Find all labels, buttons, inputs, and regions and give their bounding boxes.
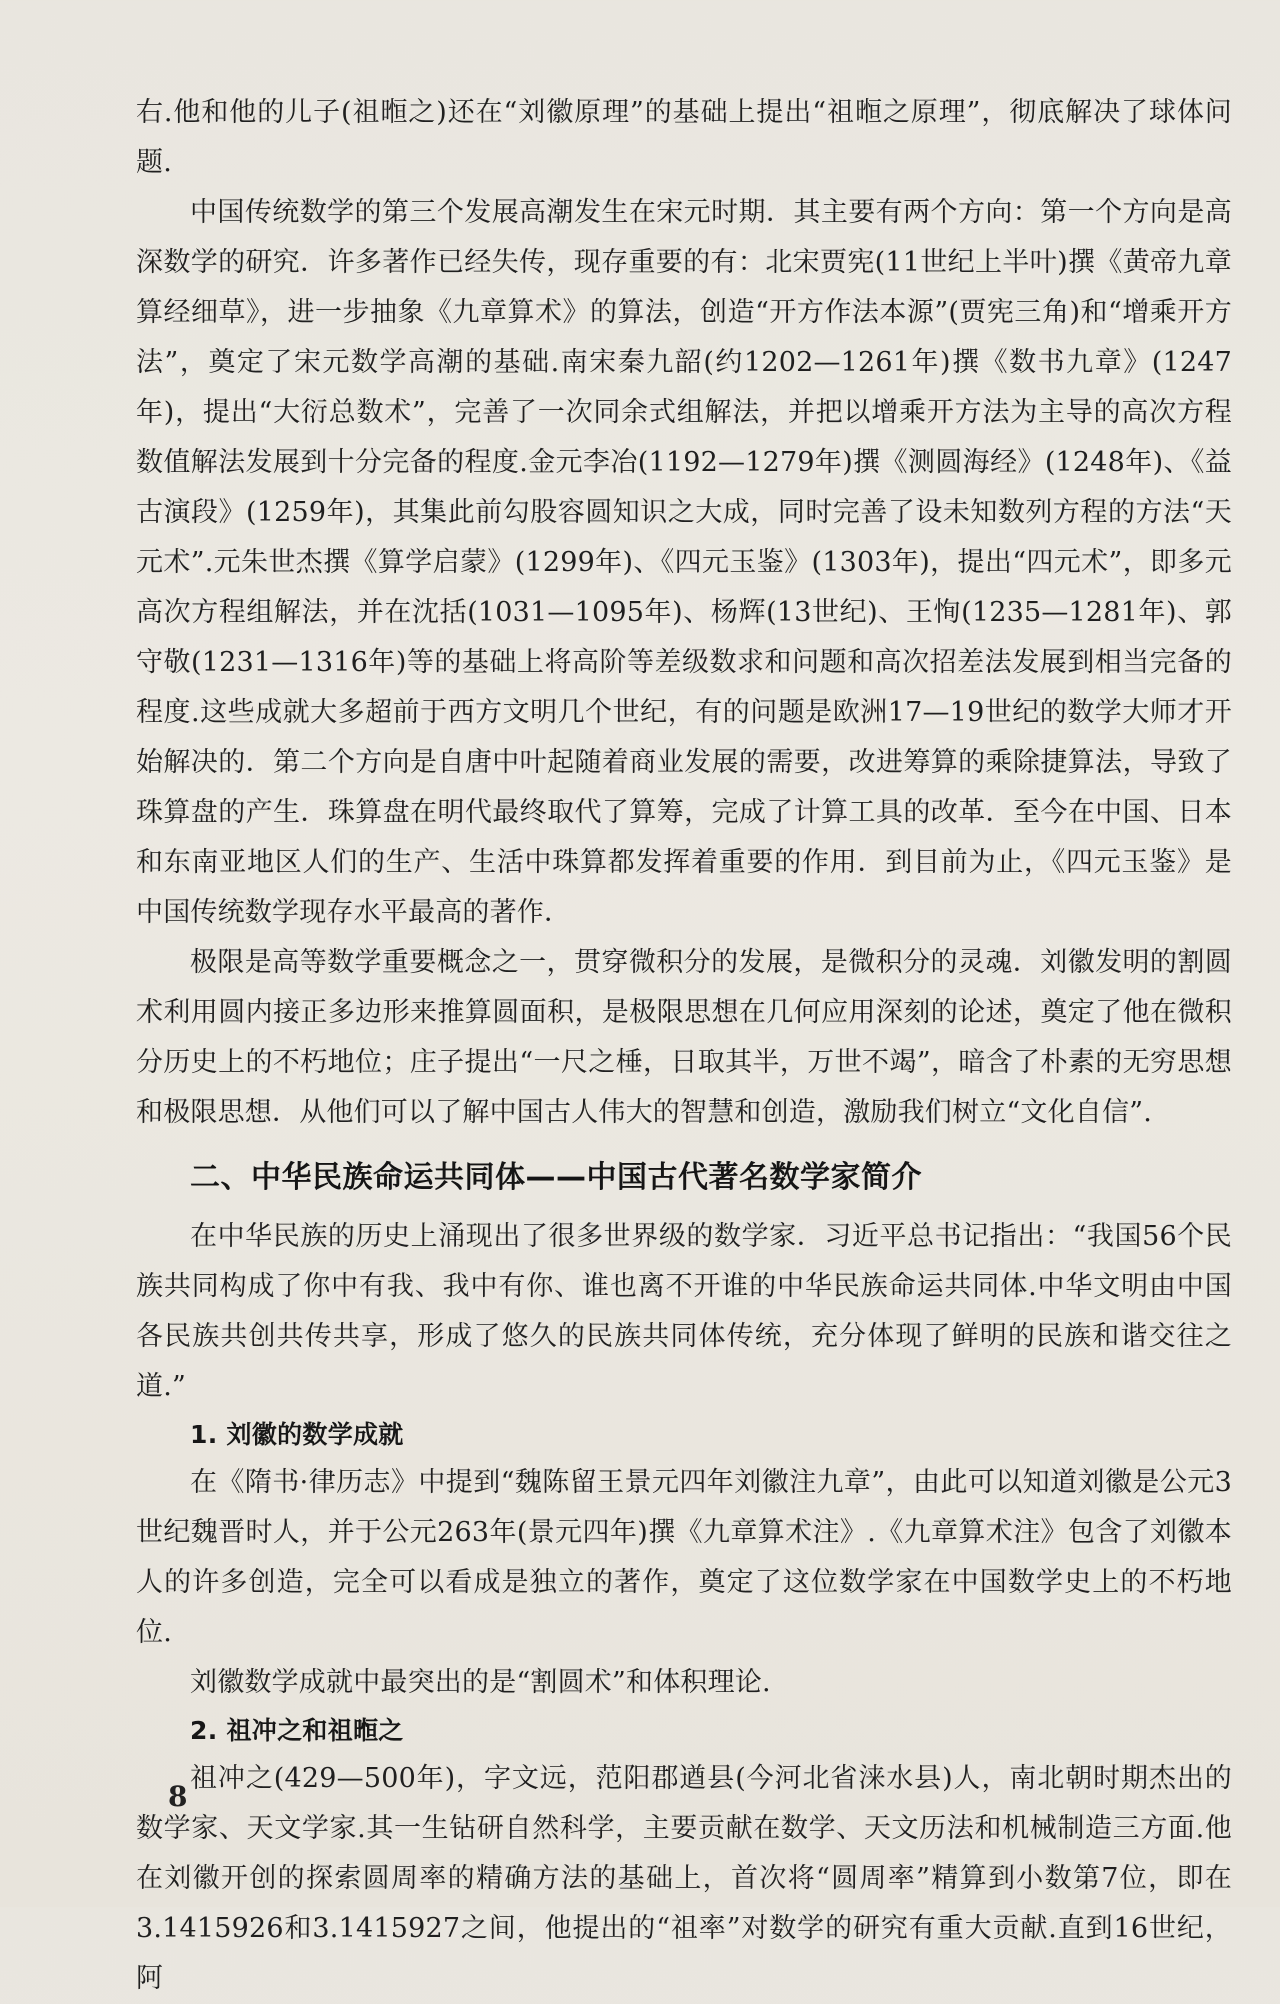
paragraph-chinese-nation-community: 在中华民族的历史上涌现出了很多世界级的数学家．习近平总书记指出：“我国56个民族共同构成了你中有我、我中有你、谁也离不开谁的中华民族命运共同体.中华文明由中国各民族共创共传共享，形成了悠久的民族共同体传统，充分体现了鲜明的民族和谐交往之道.” — [136, 1221, 1232, 1402]
paragraph-song-yuan-mathematics: 中国传统数学的第三个发展高潮发生在宋元时期．其主要有两个方向：第一个方向是高深数学的研究．许多著作已经失传，现存重要的有：北宋贾宪(11世纪上半叶)撰《黄帝九章算经细草》，进一步抽象《九章算术》的算法，创造“开方作法本源”(贾宪三角)和“增乘开方法”，奠定了宋元数学高潮的基础.南宋秦九韶(约1202—1261年)撰《数书九章》(1247年)，提出“大衍总数术”，完善了一次同余式组解法，并把以增乘开方法为主导的高次方程数值解法发展到十分完备的程度.金元李冶(1192—1279年)撰《测圆海经》(1248年)、《益古演段》(1259年)，其集此前勾股容圆知识之大成，同时完善了设未知数列方程的方法“天元术”.元朱世杰撰《算学启蒙》(1299年)、《四元玉鉴》(1303年)，提出“四元术”，即多元高次方程组解法，并在沈括(1031—1095年)、杨辉(13世纪)、王恂(1235—1281年)、郭守敬(1231—1316年)等的基础上将高阶等差级数求和问题和高次招差法发展到相当完备的程度.这些成就大多超前于西方文明几个世纪，有的问题是欧洲17—19世纪的数学大师才开始解决的．第二个方向是自唐中叶起随着商业发展的需要，改进筹算的乘除捷算法，导致了珠算盘的产生．珠算盘在明代最终取代了算筹，完成了计算工具的改革．至今在中国、日本和东南亚地区人们的生产、生活中珠算都发挥着重要的作用．到目前为止，《四元玉鉴》是中国传统数学现存水平最高的著作． — [136, 197, 1232, 928]
subheading-zu-chongzhi: 2. 祖冲之和祖暅之 — [190, 1716, 404, 1745]
page-content — [136, 88, 1232, 1994]
paragraph-zu-chongzhi: 祖冲之(429—500年)，字文远，范阳郡遒县(今河北省涞水县)人，南北朝时期杰出的数学家、天文学家.其一生钻研自然科学，主要贡献在数学、天文历法和机械制造三方面.他在刘徽开创的探索圆周率的精确方法的基础上，首次将“圆周率”精算到小数第7位，即在3.1415926和3.1415927之间，他提出的“祖率”对数学的研究有重大贡献.直到16世纪，阿 — [136, 1763, 1232, 1994]
paragraph-continued: 右.他和他的儿子(祖暅之)还在“刘徽原理”的基础上提出“祖暅之原理”，彻底解决了球体问题. — [136, 97, 1232, 178]
subheading-liu-hui: 1. 刘徽的数学成就 — [190, 1420, 404, 1449]
paragraph-liu-hui-intro: 在《隋书·律历志》中提到“魏陈留王景元四年刘徽注九章”，由此可以知道刘徽是公元3世纪魏晋时人，并于公元263年(景元四年)撰《九章算术注》.《九章算术注》包含了刘徽本人的许多创造，完全可以看成是独立的著作，奠定了这位数学家在中国数学史上的不朽地位. — [136, 1467, 1232, 1648]
section-title: 二、中华民族命运共同体——中国古代著名数学家简介 — [190, 1160, 922, 1195]
paragraph-limit-concept: 极限是高等数学重要概念之一，贯穿微积分的发展，是微积分的灵魂．刘徽发明的割圆术利用圆内接正多边形来推算圆面积，是极限思想在几何应用深刻的论述，奠定了他在微积分历史上的不朽地位；庄子提出“一尺之棰，日取其半，万世不竭”，暗含了朴素的无穷思想和极限思想．从他们可以了解中国古人伟大的智慧和创造，激励我们树立“文化自信”. — [136, 947, 1232, 1128]
paragraph-liu-hui-achievement: 刘徽数学成就中最突出的是“割圆术”和体积理论. — [190, 1667, 771, 1698]
page-number: 8 — [168, 1780, 188, 1813]
